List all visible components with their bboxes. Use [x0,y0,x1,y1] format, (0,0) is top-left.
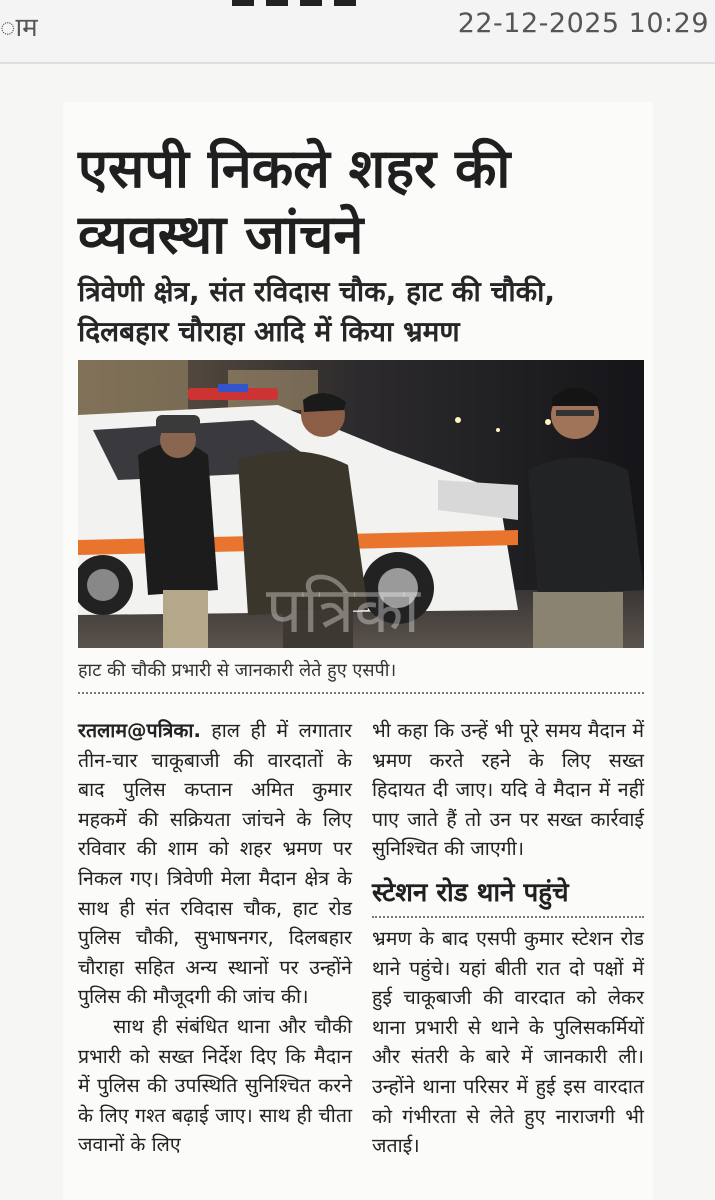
article-photo [78,360,644,648]
photo-watermark: पत्रिका [266,574,420,648]
photo-caption: हाट की चौकी प्रभारी से जानकारी लेते हुए एसपी। [78,658,644,694]
dateline: रतलाम@पत्रिका. [78,719,201,742]
article-subheadline: त्रिवेणी क्षेत्र, संत रविदास चौक, हाट की चौकी, दिलबहार चौराहा आदि में किया भ्रमण [78,275,555,348]
cropped-masthead-fragment [232,0,366,6]
paragraph-3: भी कहा कि उन्हें भी पूरे समय मैदान में भ्रमण करते रहने के लिए सख्त हिदायत दी जाए। यदि वे मैदान में नहीं पाए जाते हैं तो उन पर सख्त कार्रवाई सुनिश्चित की जाएगी। [372,719,644,861]
paragraph-2: साथ ही संबंधित थाना और चौकी प्रभारी को सख्त निर्देश दिए कि मैदान में पुलिस की उपस्थिति सुनिश्चित करने के लिए गश्त बढ़ाई जाए। साथ ही चीता जवानों के लिए [78,1014,352,1157]
paragraph-1 [78,716,352,1012]
status-bar [0,0,715,64]
article-headline: एसपी निकले शहर की व्यवस्था जांचने [78,137,511,266]
police-photo-image [78,360,644,648]
paragraph-4: भ्रमण के बाद एसपी कुमार स्टेशन रोड थाने पहुंचे। यहां बीती रात दो पक्षों में हुई चाकूबाजी की वारदात को लेकर थाना प्रभारी से थाने के पुलिसकर्मियों और संतरी के बारे में जानकारी ली। उन्होंने थाना परिसर में हुई इस वारदात को गंभीरता से लेते हुए नाराजगी भी जताई। [372,926,644,1158]
article-column-1 [78,716,352,1160]
paragraph-1-text: हाल ही में लगातार तीन-चार चाकूबाजी की वारदातों के बाद पुलिस कप्तान अमित कुमार महकमें की सक्रियता जांचने के लिए रविवार की शाम को शहर भ्रमण पर निकल गए। त्रिवेणी मेला मैदान क्षेत्र के साथ ही संत रविदास चौक, हाट रोड पुलिस चौकी, सुभाषनगर, दिलबहार चौराहा सहित अन्य स्थानों पर उन्होंने पुलिस की मौजूदगी की जांच की। [78,719,352,1009]
article-column-2 [372,716,644,1161]
source-label: ाम [0,13,38,43]
section-heading: स्टेशन रोड थाने पहुंचे [372,876,644,918]
timestamp: 22-12-2025 10:29 [457,8,709,39]
